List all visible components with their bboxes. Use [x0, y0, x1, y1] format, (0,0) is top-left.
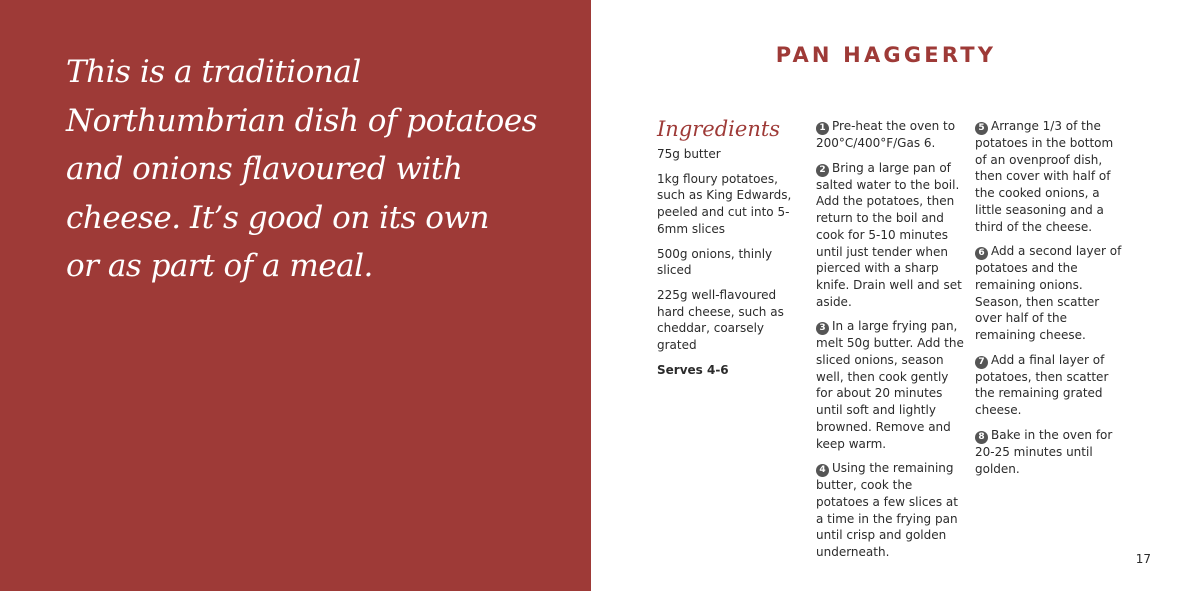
step-number-badge: 4 — [816, 464, 829, 477]
method-step — [975, 352, 1125, 419]
page-number: 17 — [1135, 552, 1151, 566]
step-text: Bake in the oven for 20-25 minutes until golden. — [975, 427, 1113, 476]
step-text: Using the remaining butter, cook the potatoes a few slices at a time in the frying pan until crisp and golden underneath. — [816, 461, 958, 560]
ingredient-item: 500g onions, thinly sliced — [657, 246, 773, 278]
ingredient-item: 75g butter — [657, 147, 721, 161]
step-number-badge: 3 — [816, 322, 829, 335]
step-number-badge: 7 — [975, 356, 988, 369]
recipe-title: PAN HAGGERTY — [775, 43, 997, 67]
step-text: Add a second layer of potatoes and the remaining onions. Season, then scatter over half of the remaining cheese. — [975, 244, 1122, 343]
method-column-2 — [975, 118, 1125, 485]
intro-text — [66, 48, 566, 291]
step-text: Bring a large pan of salted water to the boil. Add the potatoes, then return to the boil and cook for 5-10 minutes until just tender when pierced with a sharp knife. Drain well and set aside. — [816, 160, 962, 309]
method-step — [816, 460, 966, 561]
method-step — [816, 318, 966, 452]
method-column-1 — [816, 118, 966, 569]
step-number-badge: 8 — [975, 431, 988, 444]
intro-line: Northumbrian dish of potatoes — [66, 102, 538, 139]
step-text: Arrange 1/3 of the potatoes in the bottom of an ovenproof dish, then cover with half of the cooked onions, a little seasoning and a third of the cheese. — [975, 119, 1114, 234]
method-step — [975, 427, 1125, 477]
intro-line: cheese. It’s good on its own — [66, 199, 489, 236]
method-step — [975, 118, 1125, 235]
step-number-badge: 2 — [816, 164, 829, 177]
step-number-badge: 1 — [816, 122, 829, 135]
step-text: In a large frying pan, melt 50g butter. Add the sliced onions, season well, then cook gently for about 20 minutes until soft and lightly browned. Remove and keep warm. — [816, 319, 964, 451]
intro-line: This is a traditional — [66, 54, 361, 90]
step-number-badge: 5 — [975, 122, 988, 135]
method-step — [816, 160, 966, 311]
step-text: Pre-heat the oven to 200°C/400°F/Gas 6. — [816, 119, 956, 150]
method-step — [816, 118, 966, 152]
ingredients-heading: Ingredients — [657, 117, 781, 141]
intro-line: and onions flavoured with — [66, 151, 463, 187]
step-text: Add a final layer of potatoes, then scatter the remaining grated cheese. — [975, 352, 1109, 418]
method-step — [975, 243, 1125, 344]
intro-line: or as part of a meal. — [66, 248, 373, 284]
serves-text: Serves 4-6 — [657, 362, 729, 377]
ingredients-column — [657, 116, 807, 386]
ingredient-item: 225g well-flavoured hard cheese, such as cheddar, coarsely grated — [657, 287, 784, 353]
recipe-panel — [591, 0, 1181, 591]
step-number-badge: 6 — [975, 247, 988, 260]
ingredient-item: 1kg floury potatoes, such as King Edwards, peeled and cut into 5-6mm slices — [657, 171, 792, 236]
